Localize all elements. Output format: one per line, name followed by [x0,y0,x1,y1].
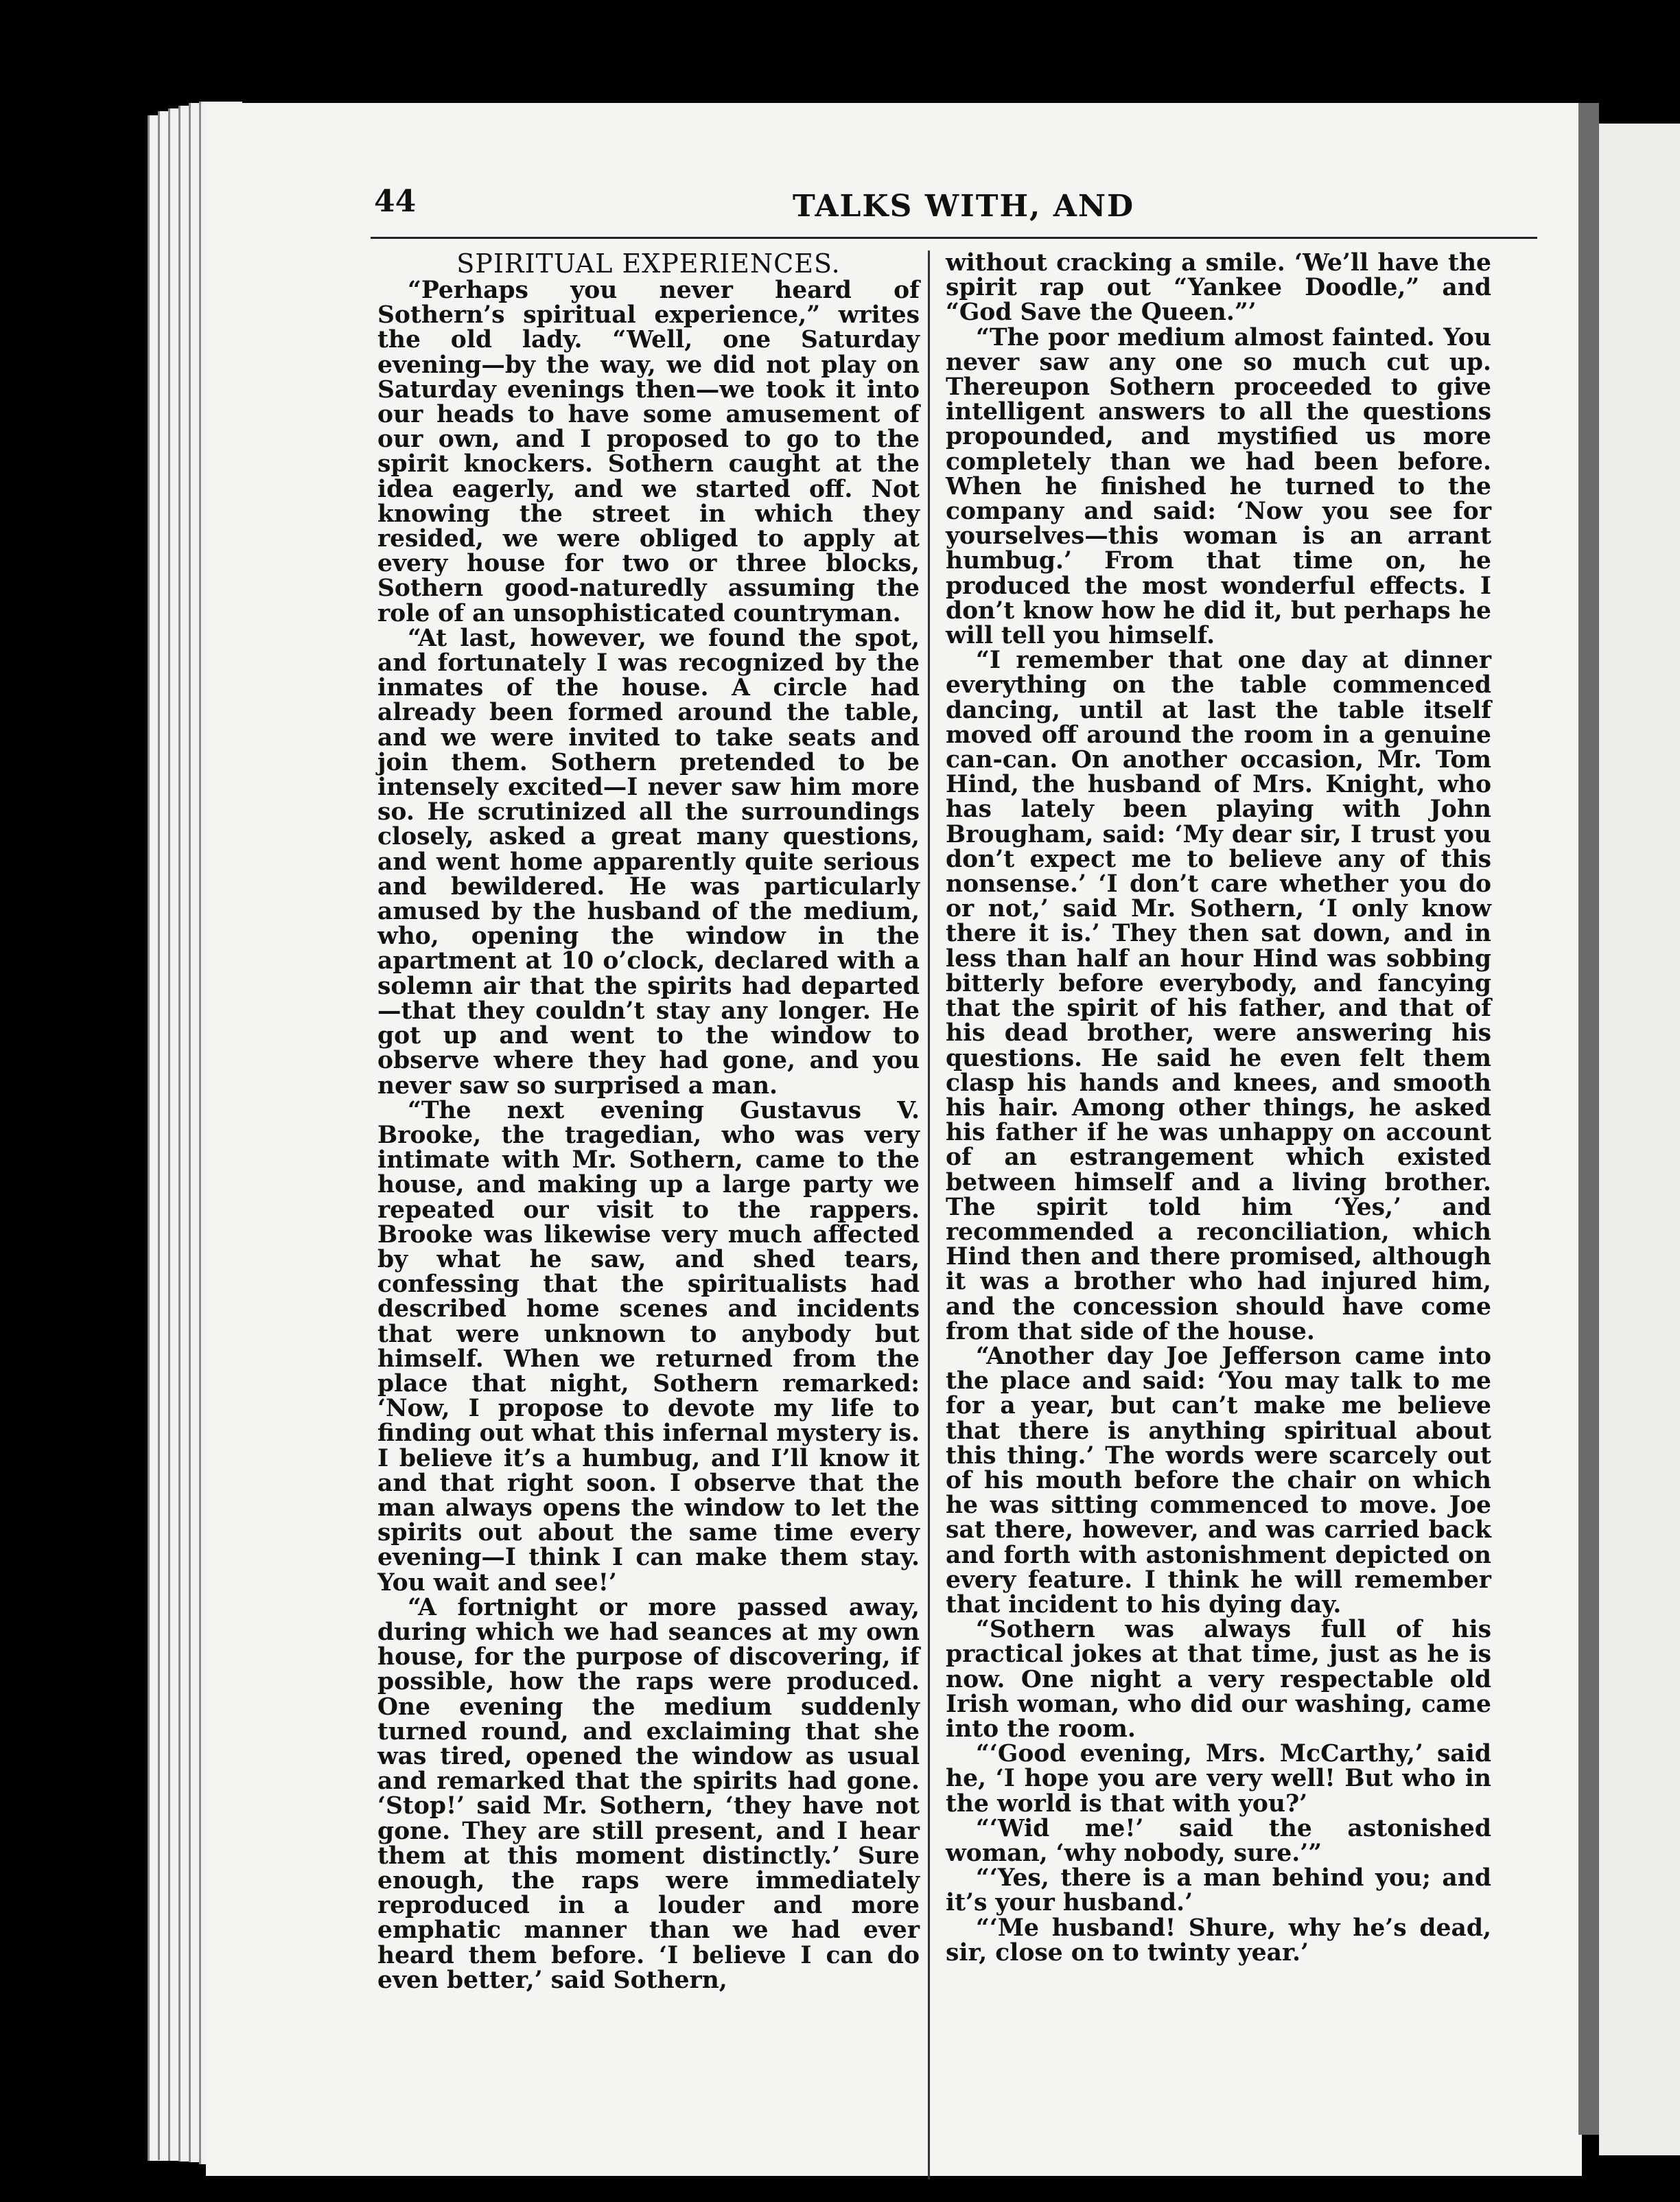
right-column [946,251,1491,1965]
adjacent-page-letter: a [0,456,7,470]
adjacent-page-letter: I [0,13,5,26]
adjacent-page-letter: e [0,78,7,91]
adjacent-page-letter: l [0,104,4,117]
running-head: TALKS WITH, AND [793,189,1135,224]
adjacent-page-letter: c [0,235,6,248]
paragraph: “‘Yes, there is a man behind you; and it’s your husband.’ [946,1864,1491,1917]
adjacent-page-letter: a [0,248,7,261]
adjacent-page-letter: s [0,157,6,170]
paragraph: “The next evening Gustavus V. Brooke, the tragedian, who was very intimate with Mr. Sothern, came to the house, and making up a large party we repeated our visit to the rappers. Brooke was likewise very much affected by what he saw, and shed tears, confessing that the spiritualists had described home scenes and incidents that were unknown to anybody but himself. When we returned from the place that night, Sothern remarked: ‘Now, I propose to devote my life to finding out what this infernal mystery is. I believe it’s a humbug, and I’ll know it and that right soon. I observe that the man always opens the window to let the spirits out about the same time every evening—I think I can make them stay. You wait and see!’ [377,1096,920,1597]
paragraph: “At last, however, we found the spot, and fortunately I was recognized by the inmates of the house. A circle had already been formed around the table, and we were invited to take seats and join them. Sothern pretended to be intensely excited—I never saw him more so. He scrutinized all the surroundings closely, asked a great many questions, and went home apparently quite serious and bewildered. He was particularly amused by the husband of the medium, who, opening the window in the apartment at 10 o’clock, declared with a solemn air that the spirits had departed—that they couldn’t stay any longer. He got up and went to the window to observe where they had gone, and you never saw so surprised a man. [377,624,920,1100]
adjacent-page-letter: g [0,535,8,548]
adjacent-page-letter: h [0,183,8,196]
paragraph: “The poor medium almost fainted. You never saw any one so much cut up. Thereupon Sothern proceeded to give intelligent answers to all the questions propounded, and mystified us more completely than we had been before. When he finished he turned to the company and said: ‘Now you see for yourselves—this woman is an arrant humbug.’ From that time on, he produced the most wonderful effects. I don’t know how he did it, but perhaps he will tell you himself. [946,323,1491,650]
page-gutter-shadow [1578,103,1599,2135]
left-column [377,248,920,1994]
adjacent-page-letter: r [0,548,5,561]
adjacent-page-letter: c [0,391,6,404]
adjacent-page-letter: l [0,52,4,65]
column-divider [928,251,930,2179]
paragraph: “‘Good evening, Mrs. McCarthy,’ said he, ‘I hope you are very well! But who in the world is that with you?’ [946,1740,1491,1818]
adjacent-page-letter: w [0,522,10,535]
adjacent-page-letter: t [0,352,5,365]
adjacent-page-letter: p [0,209,8,222]
adjacent-page-letter: T [0,196,8,209]
adjacent-page-letter: t [0,404,5,417]
page-number: 44 [374,184,417,219]
paragraph: “‘Me husband! Shure, why he’s dead, sir, close on to twinty year.’ [946,1914,1491,1967]
adjacent-page-letter: t [0,339,5,352]
adjacent-page-letter: I [0,39,5,52]
adjacent-page-letter: l [0,170,4,183]
paragraph: “‘Wid me!’ said the astonished woman, ‘why nobody, sure.’” [946,1814,1491,1867]
header-rule [371,237,1537,239]
adjacent-page-letter: t [0,365,5,378]
section-title: SPIRITUAL EXPERIENCES. [456,248,841,279]
adjacent-page-letter: w [0,470,10,483]
adjacent-page-letter: e [0,574,7,587]
adjacent-page-strip [1599,124,1680,2155]
paragraph: without cracking a smile. ‘We’ll have the spirit rap out “Yankee Doodle,” and “God Save the Queen.”’ [946,249,1491,327]
adjacent-page-letter: T [0,509,8,522]
adjacent-page-letter: t [0,0,5,13]
adjacent-page-letter: t [0,496,5,509]
paragraph: “Sothern was always full of his practical jokes at that time, just as he is now. One night a very respectable old Irish woman, who did our washing, came into the room. [946,1616,1491,1743]
adjacent-page-letter: o [0,417,7,430]
adjacent-page-letter: t [0,483,5,496]
adjacent-page-letter: c [0,143,6,157]
paragraph: “I remember that one day at dinner everything on the table commenced dancing, until at last the table itself moved off around the room in a genuine can-can. On another occasion, Mr. Tom Hind, the husband of Mrs. Knight, who has lately been playing with John Brougham, said: ‘My dear sir, I trust you don’t expect me to believe any of this nonsense.’ ‘I don’t care whether you do or not,’ said Mr. Sothern, ‘I only know there it is.’ They then sat down, and in less than half an hour Hind was sobbing bitterly before everybody, and fancying that the spirit of his father, and that of his dead brother, were answering his questions. He said he even felt them clasp his hands and knees, and smooth his hair. Among other things, he asked his father if he was unhappy on account of an estrangement which existed between himself and a living brother. The spirit told him ‘Yes,’ and recommended a reconciliation, which Hind then and there promised, although it was a brother who had injured him, and the concession should have come from that side of the house. [946,647,1491,1345]
paragraph: “A fortnight or more passed away, during which we had seances at my own house, for the purpose of discovering, if possible, how the raps were produced. One evening the medium suddenly turned round, and exclaiming that she was tired, opened the window as usual and remarked that the spirits had gone. ‘Stop!’ said Mr. Sothern, ‘they have not gone. They are still present, and I hear them at this moment distinctly.’ Sure enough, the raps were immediately reproduced in a louder and more emphatic manner than we had ever heard them before. ‘I believe I can do even better,’ said Sothern, [377,1593,920,1994]
adjacent-page-letter: o [0,261,7,274]
adjacent-page-letter: p [0,313,8,326]
adjacent-page-letter: f [0,130,4,143]
adjacent-page-letter: a [0,430,7,443]
paragraph: “Another day Joe Jefferson came into the place and said: ‘You may talk to me for a year, but can’t make me believe that there is anything spiritual about this thing.’ The words were scarcely out of his mouth before the chair on which he was sitting commenced to move. Joe sat there, however, and was carried back and forth with astonishment depicted on every feature. I think he will remember that incident to his dying day. [946,1342,1491,1619]
adjacent-page-letter: s [0,65,6,78]
adjacent-page-letter: w [0,287,10,300]
adjacent-page-letter: l [0,26,4,39]
adjacent-page-letter: 'b [0,443,10,456]
adjacent-page-letter: y [0,326,7,339]
adjacent-page-letter: v [0,378,7,391]
adjacent-page-letter: w [0,222,10,235]
adjacent-page-letter: h [0,91,8,104]
adjacent-page-letter: s [0,117,6,130]
adjacent-page-letter: w [0,561,10,574]
adjacent-page-letter: c [0,274,6,287]
paragraph: “Perhaps you never heard of Sothern’s spiritual experience,” writes the old lady. “Well, one Saturday evening—by the way, we did not play on Saturday evenings then—we took it into our heads to have some amusement of our own, and I proposed to go to the spirit knockers. Sothern caught at the idea eagerly, and we started off. Not knowing the street in which they resided, we were obliged to apply at every house for two or three blocks, Sothern good-naturedly assuming the role of an unsophisticated countryman. [377,277,920,627]
adjacent-page-letter: b [0,300,8,313]
